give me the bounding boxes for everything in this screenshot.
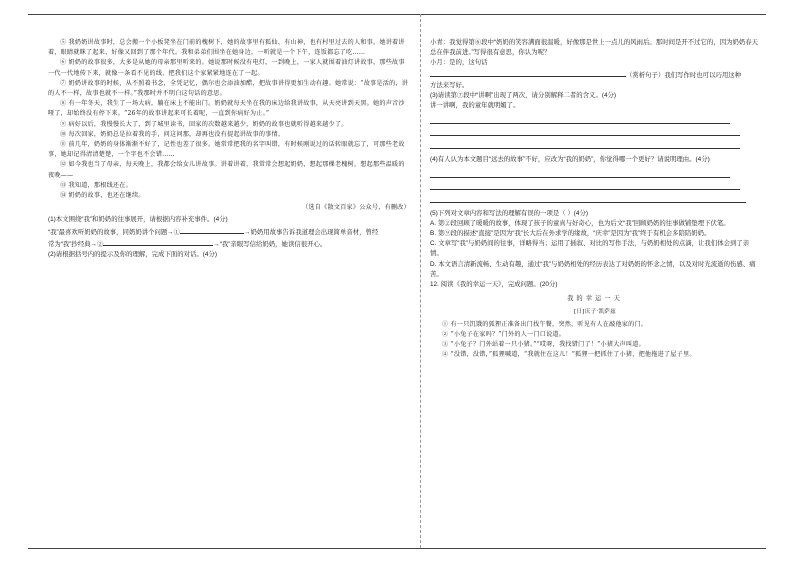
story-paragraph: ③ “小兔子？门外站着一只小猪。”“哎呀，我找错门了！”小猪大声叫道。	[442, 341, 645, 349]
story-paragraph: ① 有一只饥饿的狐狸正准备出门找午餐，突然，听见有人在敲他家的门。	[442, 320, 648, 328]
question-2-prompt: (2)请根据括号内的提示及你的理解，完成下面的对话。(4分)	[48, 251, 217, 259]
story-paragraph: ② “小兔子在家吗？”门外的人一门口说道。	[442, 330, 566, 338]
dialogue-b	[430, 58, 760, 68]
essay-paragraph: ⑪ 前几年，奶奶的身体渐渐不好了，记性也差了很多。她常常把我的名字叫错，有时候刚说过的话转眼就忘了，可那些老故事，她却记得清清楚楚，一个字也不会错……	[48, 141, 405, 159]
dialogue-a: 小青：我觉得第⑥段中“奶奶的笑容满面很温暖，好像那是世上一点儿的风雨后。那时间是开不过它的，因为奶奶春天总在伴我前进。”写得很有意思，你认为呢？	[430, 39, 759, 57]
story-title: 我的幸运一天	[567, 295, 623, 303]
question-3-quote: 讲一讲啊，我的童年就明媚了。	[430, 102, 520, 110]
q1-answer-blank-1[interactable]	[180, 226, 244, 234]
essay-paragraph: ⑫ 如今我也当了母亲，每天晚上，我都会给女儿讲故事。讲着讲着，我常常会想起奶奶，想起那棵老槐树，想起那些温暖的夜晚——	[48, 161, 405, 179]
column-divider	[420, 14, 421, 548]
top-rule	[28, 14, 766, 15]
q1-answer-blank-2[interactable]	[103, 238, 213, 246]
question-1-flow-2	[48, 238, 410, 250]
question-3-prompt: (3)请读第⑦段中“讲啊”出现了两次，请分别解释二者的含义。(4分)	[430, 92, 617, 100]
answer-line[interactable]	[430, 177, 730, 178]
dialogue-c: 方法来写好。	[430, 81, 469, 89]
question-5-prompt: (5)下列对文章内容和写法的理解有误的一项是（ ）(4分)	[430, 209, 588, 217]
answer-line[interactable]	[430, 135, 740, 136]
essay-paragraph: ⑨ 病好以后，我慢慢长大了，到了城里读书，回家的次数越来越少，奶奶的故事也就听得越来越少了。	[60, 120, 348, 128]
essay-source: （选自《散文百家》公众号，有删改）	[302, 204, 410, 212]
question-4-prompt: (4)有人认为本文题目“远去的故事”不好，应改为“我的奶奶”，你觉得哪一个更好？请说明理由。(4分)	[430, 155, 710, 163]
question-1-prompt: (1)本文围绕“我”和奶奶的往事展开，请根据内容补充事件。(4分)	[48, 216, 228, 224]
essay-paragraph: ⑦ 奶奶讲故事的时候，从不照着书念，全凭记忆，偶尔也会添油加醋，把故事讲得更加生动有趣。她常说：“故事是活的，讲的人不一样，故事也就不一样。”我那时并不明白这句话的意思。	[48, 79, 409, 98]
story-author: [日]庆子·凯萨兹	[574, 309, 616, 316]
right-column	[430, 38, 760, 360]
essay-paragraph: ⑩ 每次回家，奶奶总是拉着我的手，问这问那，却再也没有提起讲故事的事情。	[60, 130, 285, 138]
essay-paragraph: ⑧ 有一年冬天，我生了一场大病，躺在床上不能出门。奶奶就每天坐在我的床边给我讲故事，从天亮讲到天黑。她的声音沙哑了，却始终没有停下来。“26年的故事讲起来可长着呢，一直到你病好为止。”	[48, 100, 405, 118]
answer-line[interactable]	[430, 123, 730, 124]
question-12-prompt: 12. 阅读《我的幸运一天》，完成问题。(20分)	[430, 281, 558, 289]
q1-text-d: →“我”亲眼写信给奶奶，她读信很开心。	[213, 240, 327, 248]
answer-line[interactable]	[430, 189, 740, 190]
essay-paragraph: ⑤ 我奶奶讲故事时，总会搬一个小板凳坐在门前的槐树下，她的故事里有狐仙、有山神，也有村里过去的人和事。她讲着讲着，眼睛就眯了起来，好像又回到了那个年代。我和弟弟们围坐在她身边，一听就是一个下午，连饭都忘了吃……	[48, 39, 405, 57]
essay-paragraph: ⑥ 奶奶的故事很多，大多是从她的母亲那里听来的。她说那时候没有电灯，一到晚上，一家人就围着油灯讲故事，那些故事一代一代地传下来，就像一条看不见的线，把我们这个家紧紧地连在了一起。	[48, 59, 405, 77]
option-c[interactable]: C. 文章写“我”与奶奶间的往事，详略得当；运用了插叙、对比的写作手法，与奶奶相处的点滴，让我们体会到了亲情。	[430, 240, 750, 258]
essay-paragraph: ⑭ 奶奶的故事，也还在继续。	[60, 192, 145, 200]
option-a[interactable]: A. 第②段回顾了暖暖的故事，体现了孩子的童真与好奇心，也为后文“我”回顾奶奶的往事做铺垫埋下伏笔。	[430, 219, 730, 227]
dialogue-b-answer-row	[430, 69, 760, 81]
dialogue-b-label: 小月：是的，这句话	[430, 59, 488, 67]
story-paragraph: ④ “没错，没错，”狐狸喊道，“我就住在这儿！”狐狸一把抓住了小猪，把他拖进了屋子里。	[442, 351, 696, 359]
essay-paragraph: ⑬ 我知道，那根线还在。	[60, 181, 132, 189]
q1-text-c: 常为“我”抄经典→②	[48, 240, 104, 248]
bottom-rule	[28, 548, 766, 549]
left-column	[48, 38, 410, 260]
q1-text-a: “我”最喜欢听奶奶的故事，同奶奶讲个问题→①	[48, 228, 181, 236]
option-b[interactable]: B. 第⑨段的描述“直接”是因为“我”长大后在外求学的缘故，“庆幸”是因为“我”终于有机会多陪陪奶奶。	[430, 230, 711, 238]
q1-text-b: →奶奶用故事告诉我道理会出现简单音材，曾经	[244, 228, 379, 236]
option-d[interactable]: D. 本文语言清新流畅、生动有趣，通过“我”与奶奶相处的经历表达了对奶奶的怀念之情，以及对时光流逝的伤感、痛苦。	[430, 260, 756, 278]
question-1-flow	[48, 226, 410, 238]
dialogue-b-end: （赏析句子）我们写作时也可以巧用这种	[626, 71, 742, 79]
q2-answer-blank[interactable]	[430, 69, 626, 77]
